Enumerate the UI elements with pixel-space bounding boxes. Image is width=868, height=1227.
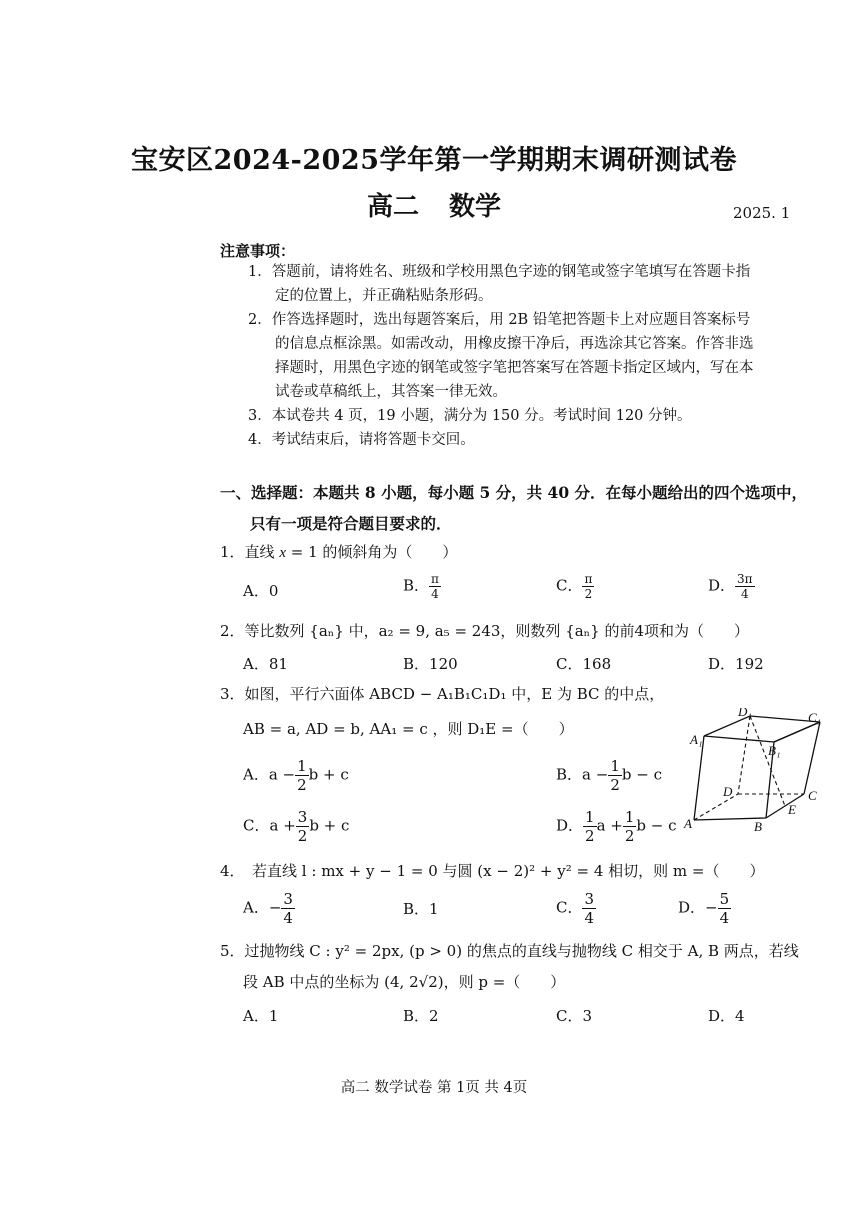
section-heading: 一、选择题：本题共 8 小题，每小题 5 分，共 40 分．在每小题给出的四个选项中， xyxy=(220,483,808,502)
option-d: D．− $\frac{5}{4}$ xyxy=(678,890,730,927)
fraction: $\frac{\pi}{2}$ xyxy=(584,572,593,601)
math-var: x xyxy=(279,545,286,561)
question-number: 1． xyxy=(220,543,245,561)
segment-d1e xyxy=(750,716,785,806)
option-b: B．1 xyxy=(403,900,439,918)
question-3: 3．如图，平行六面体 ABCD − A₁B₁C₁D₁ 中，E 为 BC 的中点， xyxy=(220,685,665,703)
notice-heading: 注意事项： xyxy=(220,242,296,260)
option-c: C．3 xyxy=(556,1007,593,1025)
fraction: $\frac{3}{4}$ xyxy=(584,890,595,927)
option-a: A．0 xyxy=(243,582,279,600)
question-3-vectors: AB = a, AD = b, AA₁ = c ，则 D₁E =（ ） xyxy=(243,720,574,738)
option-d: D． $\frac{3\pi}{4}$ xyxy=(708,572,753,601)
vertex-label: E xyxy=(788,802,796,817)
fraction: $\frac{1}{2}$ xyxy=(297,757,307,794)
vertex-label: A xyxy=(684,816,692,831)
question-5: 5．过抛物线 C : y² = 2px, (p > 0) 的焦点的直线与抛物线 C 相交于 A, B 两点，若线 xyxy=(220,942,799,960)
vertex-label: D₁ xyxy=(738,708,752,719)
question-text: 的倾斜角为（ ） xyxy=(317,543,458,561)
fraction: $\frac{1}{2}$ xyxy=(624,808,635,845)
math-expr: = 1 xyxy=(286,543,318,561)
page-footer: 高二 数学试卷 第 1页 共 4页 xyxy=(340,1080,528,1096)
vertex-label: D xyxy=(723,784,733,799)
question-2: 2．等比数列 {aₙ} 中，a₂ = 9, a₅ = 243，则数列 {aₙ} 的前4项和为（ ） xyxy=(220,622,750,640)
fraction: $\frac{3\pi}{4}$ xyxy=(737,572,753,601)
option-b: B．a − $\frac{1}{2}$ b − c xyxy=(556,757,662,794)
question-1 xyxy=(220,541,457,562)
notice-item: 定的位置上，并正确粘贴条形码。 xyxy=(275,288,493,304)
edge-dd1 xyxy=(738,716,750,794)
fraction: $\frac{\pi}{4}$ xyxy=(431,572,439,601)
grade-label: 高二 xyxy=(366,192,419,222)
question-text: 直线 xyxy=(244,543,280,561)
option-c: C．168 xyxy=(556,655,612,673)
option-b: B．2 xyxy=(403,1007,439,1025)
question-4: 4． 若直线 l : mx + y − 1 = 0 与圆 (x − 2)² + y² = 4 相切，则 m =（ ） xyxy=(220,862,765,880)
notice-item: 择题时，用黑色字迹的钢笔或签字笔把答案写在答题卡指定区域内，写在本 xyxy=(275,360,754,376)
edge-bc xyxy=(766,794,804,818)
option-c: C． $\frac{\pi}{2}$ xyxy=(556,572,593,601)
subject-label: 数学 xyxy=(449,192,502,222)
exam-title: 宝安区2024-2025学年第一学期期末调研测试卷 xyxy=(131,145,737,176)
option-a: A．1 xyxy=(243,1007,279,1025)
fraction: $\frac{3}{2}$ xyxy=(297,808,308,845)
notice-item: 1．答题前，请将姓名、班级和学校用黑色字迹的钢笔或签字笔填写在答题卡指 xyxy=(248,264,751,280)
fraction: $\frac{1}{2}$ xyxy=(610,757,620,794)
option-a: A．− $\frac{3}{4}$ xyxy=(243,890,293,927)
option-a: A．a − $\frac{1}{2}$ b + c xyxy=(243,757,349,794)
notice-item: 的信息点框涂黑。如需改动，用橡皮擦干净后，再选涂其它答案。作答非选 xyxy=(275,336,754,352)
parallelepiped-figure xyxy=(682,708,832,834)
notice-item: 3．本试卷共 4 页，19 小题，满分为 150 分。考试时间 120 分钟。 xyxy=(248,408,692,424)
edge-b1c1 xyxy=(774,722,820,742)
fraction: $\frac{5}{4}$ xyxy=(719,890,730,927)
edge-cc1 xyxy=(804,722,820,794)
vertex-label: C₁ xyxy=(808,710,822,725)
vertex-label: A₁ xyxy=(690,732,703,747)
notice-item: 4．考试结束后，请将答题卡交回。 xyxy=(248,432,475,448)
option-b: B．120 xyxy=(403,655,458,673)
question-5-cont: 段 AB 中点的坐标为 (4, 2√2)，则 p =（ ） xyxy=(243,973,566,991)
section-heading-cont: 只有一项是符合题目要求的． xyxy=(250,514,452,533)
edge-aa1 xyxy=(694,736,704,820)
fraction: $\frac{3}{4}$ xyxy=(283,890,293,927)
option-c: C．a + $\frac{3}{2}$ b + c xyxy=(243,808,350,845)
option-a: A．81 xyxy=(243,655,288,673)
exam-date: 2025. 1 xyxy=(733,204,791,222)
option-d: D．4 xyxy=(708,1007,745,1025)
option-d: D．192 xyxy=(708,655,764,673)
notice-item: 试卷或草稿纸上，其答案一律无效。 xyxy=(275,384,507,400)
vertex-label: B xyxy=(754,819,762,834)
fraction: $\frac{1}{2}$ xyxy=(585,808,595,845)
option-b: B． $\frac{\pi}{4}$ xyxy=(403,572,439,601)
option-c: C． $\frac{3}{4}$ xyxy=(556,890,595,927)
notice-item: 2．作答选择题时，选出每题答案后，用 2B 铅笔把答题卡上对应题目答案标号 xyxy=(248,312,751,328)
vertex-label: B₁ xyxy=(768,743,781,758)
vertex-label: C xyxy=(808,788,817,803)
option-d: D． $\frac{1}{2}$ a + $\frac{1}{2}$ b − c xyxy=(556,808,677,845)
